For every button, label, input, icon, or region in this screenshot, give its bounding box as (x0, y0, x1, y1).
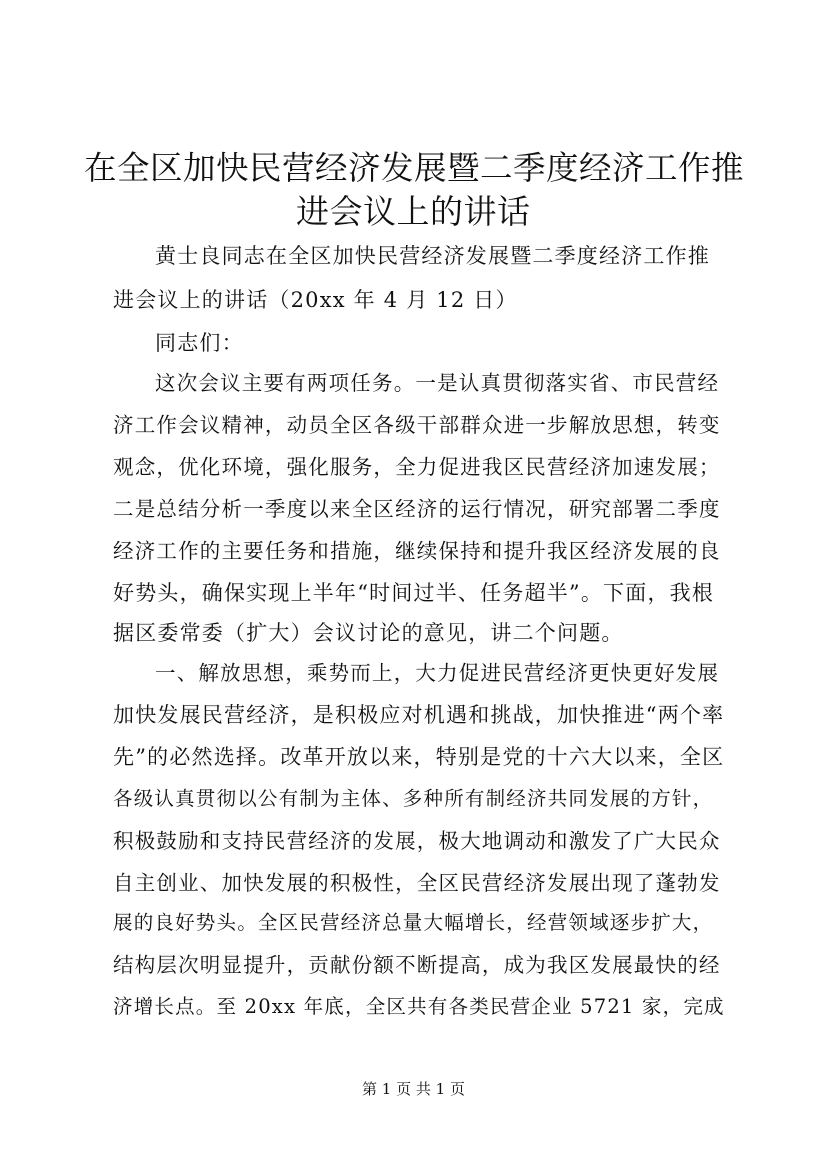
body-line: 据区委常委（扩大）会议讨论的意见，讲二个问题。 (113, 621, 624, 645)
body-line: 济工作会议精神，动员全区各级干部群众进一步解放思想，转变 (113, 413, 721, 437)
body-line: 济增长点。至 20xx 年底，全区共有各类民营企业 5721 家，完成 (113, 995, 725, 1018)
body-line: 观念，优化环境，强化服务，全力促进我区民营经济加速发展； (113, 455, 721, 479)
body-line: 黄士良同志在全区加快民营经济发展暨二季度经济工作推 (155, 244, 710, 268)
body-line: 各级认真贯彻以公有制为主体、多种所有制经济共同发展的方针， (113, 787, 714, 810)
salutation: 同志们： (155, 331, 244, 355)
body-line: 展的良好势头。全区民营经济总量大幅增长，经营领域逐步扩大， (113, 911, 714, 934)
page-footer: 第 1 页 共 1 页 (362, 1080, 465, 1098)
section-heading: 一、解放思想，乘势而上，大力促进民营经济更快更好发展 (155, 661, 720, 685)
body-line: 进会议上的讲话（20xx 年 4 月 12 日） (113, 288, 518, 312)
body-line: 结构层次明显提升，贡献份额不断提高，成为我区发展最快的经 (113, 953, 721, 977)
document-title-line-2: 进会议上的讲话 (296, 192, 531, 231)
body-line: 经济工作的主要任务和措施，继续保持和提升我区经济发展的良 (113, 539, 721, 563)
body-line: 好势头，确保实现上半年“时间过半、任务超半”。下面，我根 (113, 581, 715, 605)
body-line: 加快发展民营经济，是积极应对机遇和挑战，加快推进“两个率 (113, 703, 725, 727)
body-line: 二是总结分析一季度以来全区经济的运行情况，研究部署二季度 (113, 497, 721, 521)
document-title-line-1: 在全区加快民营经济发展暨二季度经济工作推 (84, 149, 745, 187)
body-line: 自主创业、加快发展的积极性，全区民营经济发展出现了蓬勃发 (113, 871, 721, 895)
body-line: 这次会议主要有两项任务。一是认真贯彻落实省、市民营经 (155, 371, 720, 395)
body-line: 先”的必然选择。改革开放以来，特别是党的十六大以来，全区 (113, 745, 725, 769)
body-line: 积极鼓励和支持民营经济的发展，极大地调动和激发了广大民众 (113, 829, 721, 853)
